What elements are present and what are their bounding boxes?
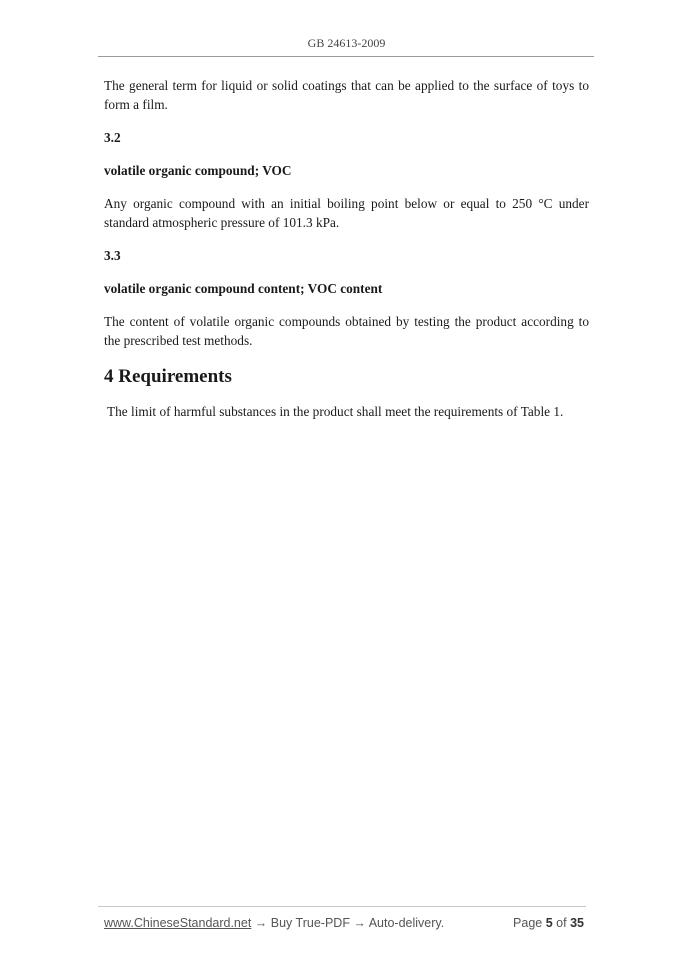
auto-delivery-text: Auto-delivery. <box>368 916 445 930</box>
page-number <box>513 916 584 930</box>
arrow-right-icon: → <box>251 916 271 930</box>
footer-promo <box>104 916 444 930</box>
page-content <box>104 76 589 435</box>
section-heading-requirements: 4 Requirements <box>104 366 232 387</box>
arrow-right-icon: → <box>349 916 369 930</box>
buy-pdf-text: Buy True-PDF <box>270 916 350 930</box>
definition-voc-content: The content of volatile organic compounds obtained by testing the product according to the prescribed test methods. <box>104 314 589 348</box>
page-total: 35 <box>570 916 584 930</box>
site-link[interactable]: www.ChineseStandard.net <box>104 916 252 930</box>
clause-number-3-2: 3.2 <box>104 130 121 145</box>
document-header <box>0 36 693 51</box>
clause-number-3-3: 3.3 <box>104 248 121 263</box>
page-of: of <box>556 916 567 930</box>
footer-divider <box>98 906 586 907</box>
page-label: Page <box>513 916 543 930</box>
requirements-paragraph: The limit of harmful substances in the product shall meet the requirements of Table 1. <box>107 404 564 419</box>
page-current: 5 <box>545 916 553 930</box>
standard-code: GB 24613-2009 <box>307 36 386 50</box>
term-voc-content: volatile organic compound content; VOC content <box>104 281 383 296</box>
definition-voc: Any organic compound with an initial boiling point below or equal to 250 °C under standard atmospheric pressure of 101.3 kPa. <box>104 196 589 230</box>
intro-paragraph: The general term for liquid or solid coatings that can be applied to the surface of toys to form a film. <box>104 78 589 112</box>
header-divider <box>98 56 594 57</box>
term-voc: volatile organic compound; VOC <box>104 163 292 178</box>
